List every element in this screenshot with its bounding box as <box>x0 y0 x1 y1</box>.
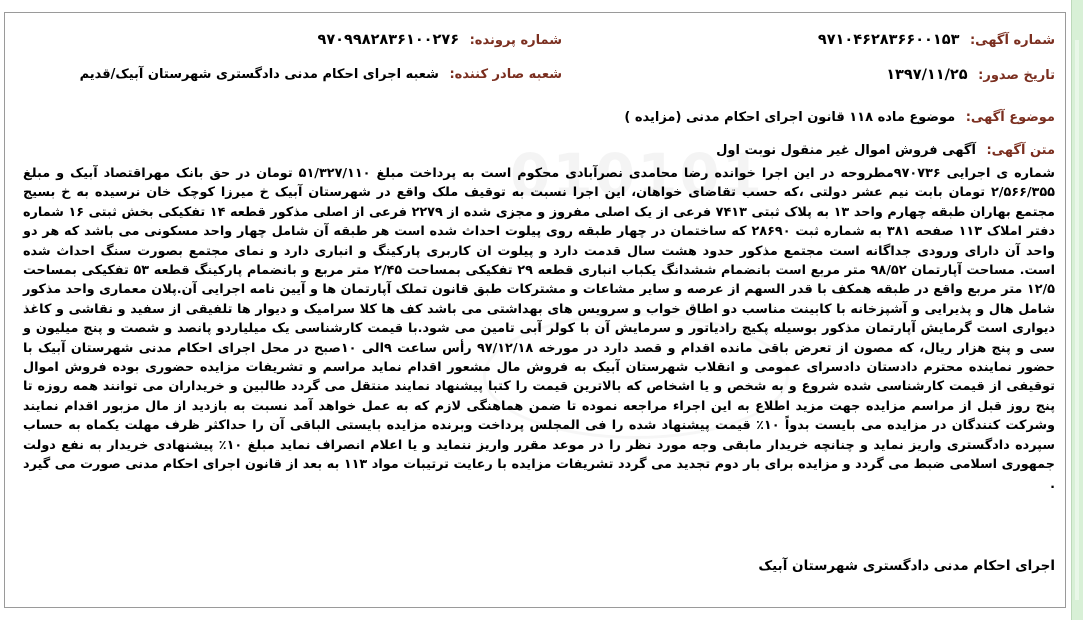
scroll-track[interactable] <box>1075 40 1079 600</box>
file-number-row <box>317 32 562 48</box>
file-number-value: ۹۷۰۹۹۸۲۸۳۶۱۰۰۲۷۶ <box>317 32 460 48</box>
issuer-value: شعبه اجرای احکام مدنی دادگستری شهرستان آبیک/قدیم <box>79 67 439 82</box>
file-number-label: شماره پرونده: <box>469 33 562 48</box>
text-title-row <box>716 143 1055 158</box>
text-label: متن آگهی: <box>986 143 1055 158</box>
ad-body-paragraph: شماره ی اجرایی ۹۷۰۷۳۶مطروحه در این اجرا خوانده رضا محامدی نصرآبادی محکوم است به پرداخت مبلغ ۵۱/۳۲۷/۱۱۰ تومان در حق بانک مهراقتصاد آبیک و مبلغ ۲/۵۶۶/۳۵۵ تومان بابت نیم عشر دولتی ،که حسب تقاضای خواهان، این اجرا نسبت به توقیف ملک واقع در شهرستان آبیک خ میرزا کوچک خان نرسیده به خ بسیج مجتمع بهاران طبقه چهارم واحد ۱۳ به پلاک ثبتی ۷۴۱۳ فرعی از یک اصلی مفروز و مجزی شده از ۲۲۷۹ فرعی از اصلی مذکور قطعه ۱۴ تفکیکی بخش ثبتی ۱۶ شماره دفتر املاک ۱۱۳ صفحه ۳۸۱ به شماره ثبت ۲۸۶۹۰ که ساختمان در چهار طبقه روی پیلوت احداث شده است هر طبقه آن شامل چهار واحد مسکونی می باشد که هر دو واحد آن دارای ورودی جداگانه است مجتمع مذکور حدود هشت سال قدمت دارد و پیلوت ان کاربری پارکینگ و انباری دارد و نمای مجتمع بصورت سنگ احداث شده است. مساحت آپارتمان ۹۸/۵۲ متر مربع است بانضمام ششدانگ یکباب انباری قطعه ۲۹ تفکیکی بمساحت ۲/۴۵ متر مربع و بانضمام پارکینگ قطعه ۵۳ تفکیکی بمساحت ۱۲/۵ متر مربع واقع در طبقه همکف با قدر السهم از عرصه و سایر مشاعات و مشترکات طبق قانون تملک آپارتمان ها و آیین نامه اجرایی آن.پلان معماری واحد مذکور شامل هال و پذیرایی و آشپزخانه با کابینت مناسب دو اطاق خواب و سرویس های بهداشتی می باشد کف ها کلا سرامیک و دیوار ها تلفیقی از سفید و نقاشی و کاغذ دیواری است گرمایش آپارتمان مذکور بوسیله پکیج رادیاتور و سرمایش آن با کولر آبی تامین می شود.با قیمت کارشناسی یک میلیاردو پانصد و شصت و پنج میلیون و سی و پنج هزار ریال، که مصون از تعرض باقی مانده اقدام و قصد دارد در مورخه ۹۷/۱۲/۱۸ رأس ساعت ۹الی ۱۰صبح در محل اجرای احکام مدنی شهرستان آبیک با حضور نماینده محترم دادستان دادسرای عمومی و انقلاب شهرستان آبیک به فروش مال مشعور اقدام نماید مراسم و تشریفات مزایده حضوری بوده فروش اموال توقیفی از قیمت کارشناسی شده شروع و به شخص و یا اشخاص که بالاترین قیمت را کتبا پیشنهاد نمایند منتقل می گردد طالبین و خریداران می توانند همه روزه تا پنج روز قبل از مراسم مزایده جهت مزید اطلاع به این اجراء مراجعه نموده تا ضمن هماهنگی لازم که به عمل خواهد آمد نسبت به بازدید از مال مزبور اقدام نمایند وشرکت کنندگان در مزایده می بایست بدواً ۱۰٪ قیمت پیشنهاد شده را فی المجلس پرداخت وبرنده مزایده بایستی الباقی آن را حداکثر ظرف مهلت یکماه به حساب سپرده دادگستری واریز نماید و چنانچه خریدار مابقی وجه مورد نظر را در موعد مقرر واریز ننماید و یا اعلام انصراف نماید مبلغ ۱۰٪ پیشنهادی خریدار به نفع دولت جمهوری اسلامی ضبط می گردد و مزایده برای بار دوم تجدید می گردد تشریفات مزایده با رعایت ترتیبات مواد ۱۱۳ به بعد از قانون اجرای احکام مدنی صورت می گیرد . <box>23 166 1055 492</box>
issue-date-label: تاریخ صدور: <box>978 68 1055 83</box>
text-title: آگهی فروش اموال غیر منقول نوبت اول <box>716 143 976 158</box>
issue-date-row <box>886 67 1055 83</box>
ad-number-label: شماره آگهی: <box>969 33 1055 48</box>
signature: اجرای احکام مدنی دادگستری شهرستان آبیک <box>758 558 1055 574</box>
side-scrollbar[interactable] <box>1071 0 1083 620</box>
issue-date-value: ۱۳۹۷/۱۱/۲۵ <box>886 67 968 83</box>
issuer-row <box>80 67 562 82</box>
ad-number-value: ۹۷۱۰۴۶۲۸۳۶۶۰۰۱۵۳ <box>817 32 960 48</box>
issuer-label: شعبه صادر کننده: <box>449 67 562 82</box>
subject-label: موضوع آگهی: <box>965 110 1055 125</box>
subject-row <box>624 110 1055 125</box>
ad-number-row <box>818 32 1055 48</box>
subject-value: موضوع ماده ۱۱۸ قانون اجرای احکام مدنی (مزایده ) <box>624 110 956 125</box>
